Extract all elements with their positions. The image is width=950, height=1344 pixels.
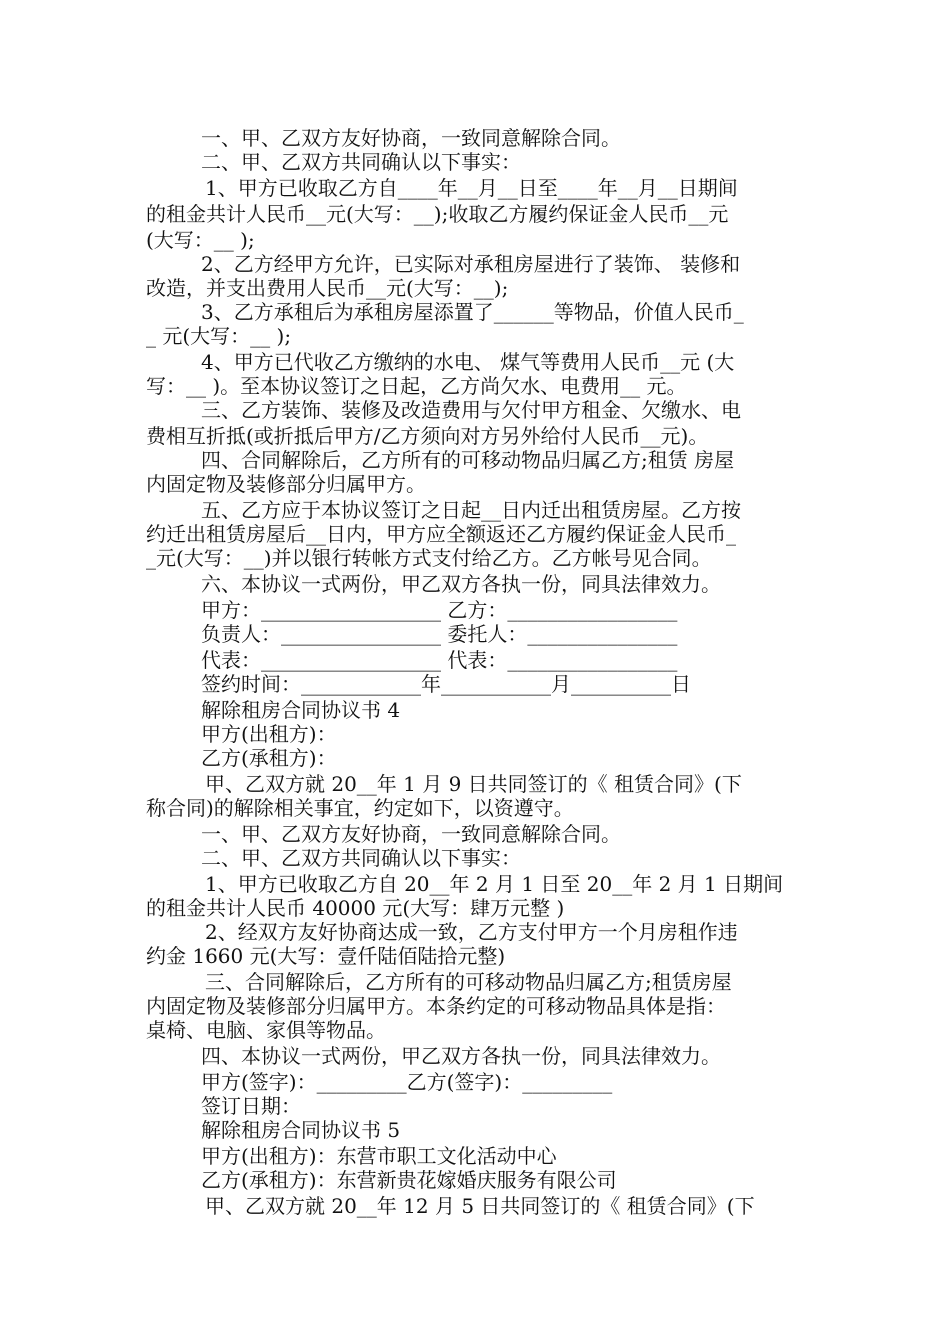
paragraph-line: 二、甲、乙双方共同确认以下事实： <box>201 150 521 174</box>
paragraph-line: 甲、乙双方就 20__年 12 月 5 日共同签订的《 租赁合同》(下 <box>205 1194 755 1218</box>
paragraph-line: 写：__ )。至本协议签订之日起，乙方尚欠水、电费用__ 元。 <box>146 374 687 398</box>
paragraph-line: 称合同)的解除相关事宜，约定如下，以资遵守。 <box>146 796 574 820</box>
section-title: 解除租房合同协议书 4 <box>201 698 401 722</box>
paragraph-line: 四、本协议一式两份，甲乙双方各执一份，同具法律效力。 <box>201 1044 721 1068</box>
section-title: 解除租房合同协议书 5 <box>201 1118 401 1142</box>
signature-date-line: 签约时间：____________年___________月__________日 <box>201 672 691 696</box>
party-b-line: 乙方(承租方)： <box>201 746 337 770</box>
paragraph-line: _ 元(大写：__ ); <box>146 324 292 348</box>
paragraph-line: 一、甲、乙双方友好协商，一致同意解除合同。 <box>201 126 621 150</box>
paragraph-line: 4、甲方已代收乙方缴纳的水电、 煤气等费用人民币__元 (大 <box>201 350 735 374</box>
sign-date-line: 签订日期： <box>201 1094 301 1118</box>
paragraph-line: 六、本协议一式两份，甲乙双方各执一份，同具法律效力。 <box>201 572 721 596</box>
paragraph-line: 2、乙方经甲方允许，已实际对承租房屋进行了装饰、 装修和 <box>201 252 741 276</box>
party-a-line: 甲方(出租方)： <box>201 722 337 746</box>
paragraph-line: 约迁出租赁房屋后__日内，甲方应全额返还乙方履约保证金人民币_ <box>146 522 736 546</box>
paragraph-line: 约金 1660 元(大写：壹仟陆佰陆拾元整) <box>146 944 506 968</box>
paragraph-line: 3、乙方承租后为承租房屋添置了______等物品，价值人民币_ <box>201 300 744 324</box>
party-b-line: 乙方(承租方)：东营新贵花嫁婚庆服务有限公司 <box>201 1168 617 1192</box>
paragraph-line: 的租金共计人民币 40000 元(大写：肆万元整 ) <box>146 896 565 920</box>
paragraph-line: 内固定物及装修部分归属甲方。 <box>146 472 426 496</box>
paragraph-line: (大写：__ ); <box>146 228 255 252</box>
paragraph-line: 费相互折抵(或折抵后甲方/乙方须向对方另外给付人民币__元)。 <box>146 424 709 448</box>
paragraph-line: 桌椅、电脑、家俱等物品。 <box>146 1018 386 1042</box>
signature-line: 甲方(签字)：_________乙方(签字)：_________ <box>201 1070 613 1094</box>
paragraph-line: 的租金共计人民币__元(大写：__);收取乙方履约保证金人民币__元 <box>146 202 729 226</box>
paragraph-line: 五、乙方应于本协议签订之日起__日内迁出租赁房屋。乙方按 <box>201 498 741 522</box>
paragraph-line: 2、经双方友好协商达成一致，乙方支付甲方一个月房租作违 <box>205 920 738 944</box>
paragraph-line: _元(大写：__)并以银行转帐方式支付给乙方。乙方帐号见合同。 <box>146 546 712 570</box>
paragraph-line: 一、甲、乙双方友好协商，一致同意解除合同。 <box>201 822 621 846</box>
paragraph-line: 改造，并支出费用人民币__元(大写：__); <box>146 276 509 300</box>
signature-line-party-a: 甲方：__________________ 乙方：_________________ <box>201 598 678 622</box>
party-a-line: 甲方(出租方)：东营市职工文化活动中心 <box>201 1144 557 1168</box>
paragraph-line: 三、乙方装饰、装修及改造费用与欠付甲方租金、欠缴水、电 <box>201 398 741 422</box>
paragraph-line: 二、甲、乙双方共同确认以下事实： <box>201 846 521 870</box>
paragraph-line: 内固定物及装修部分归属甲方。本条约定的可移动物品具体是指： <box>146 994 726 1018</box>
paragraph-line: 1、甲方已收取乙方自 20__年 2 月 1 日至 20__年 2 月 1 日期间 <box>205 872 784 896</box>
signature-line-responsible: 负责人：________________ 委托人：_______________ <box>201 622 678 646</box>
paragraph-line: 三、合同解除后，乙方所有的可移动物品归属乙方;租赁房屋 <box>205 970 732 994</box>
paragraph-line: 1、甲方已收取乙方自____年__月__日至____年__月__日期间 <box>205 176 738 200</box>
signature-line-representative: 代表：__________________ 代表：_________________ <box>201 648 678 672</box>
paragraph-line: 四、合同解除后，乙方所有的可移动物品归属乙方;租赁 房屋 <box>201 448 735 472</box>
paragraph-line: 甲、乙双方就 20__年 1 月 9 日共同签订的《 租赁合同》(下 <box>205 772 742 796</box>
